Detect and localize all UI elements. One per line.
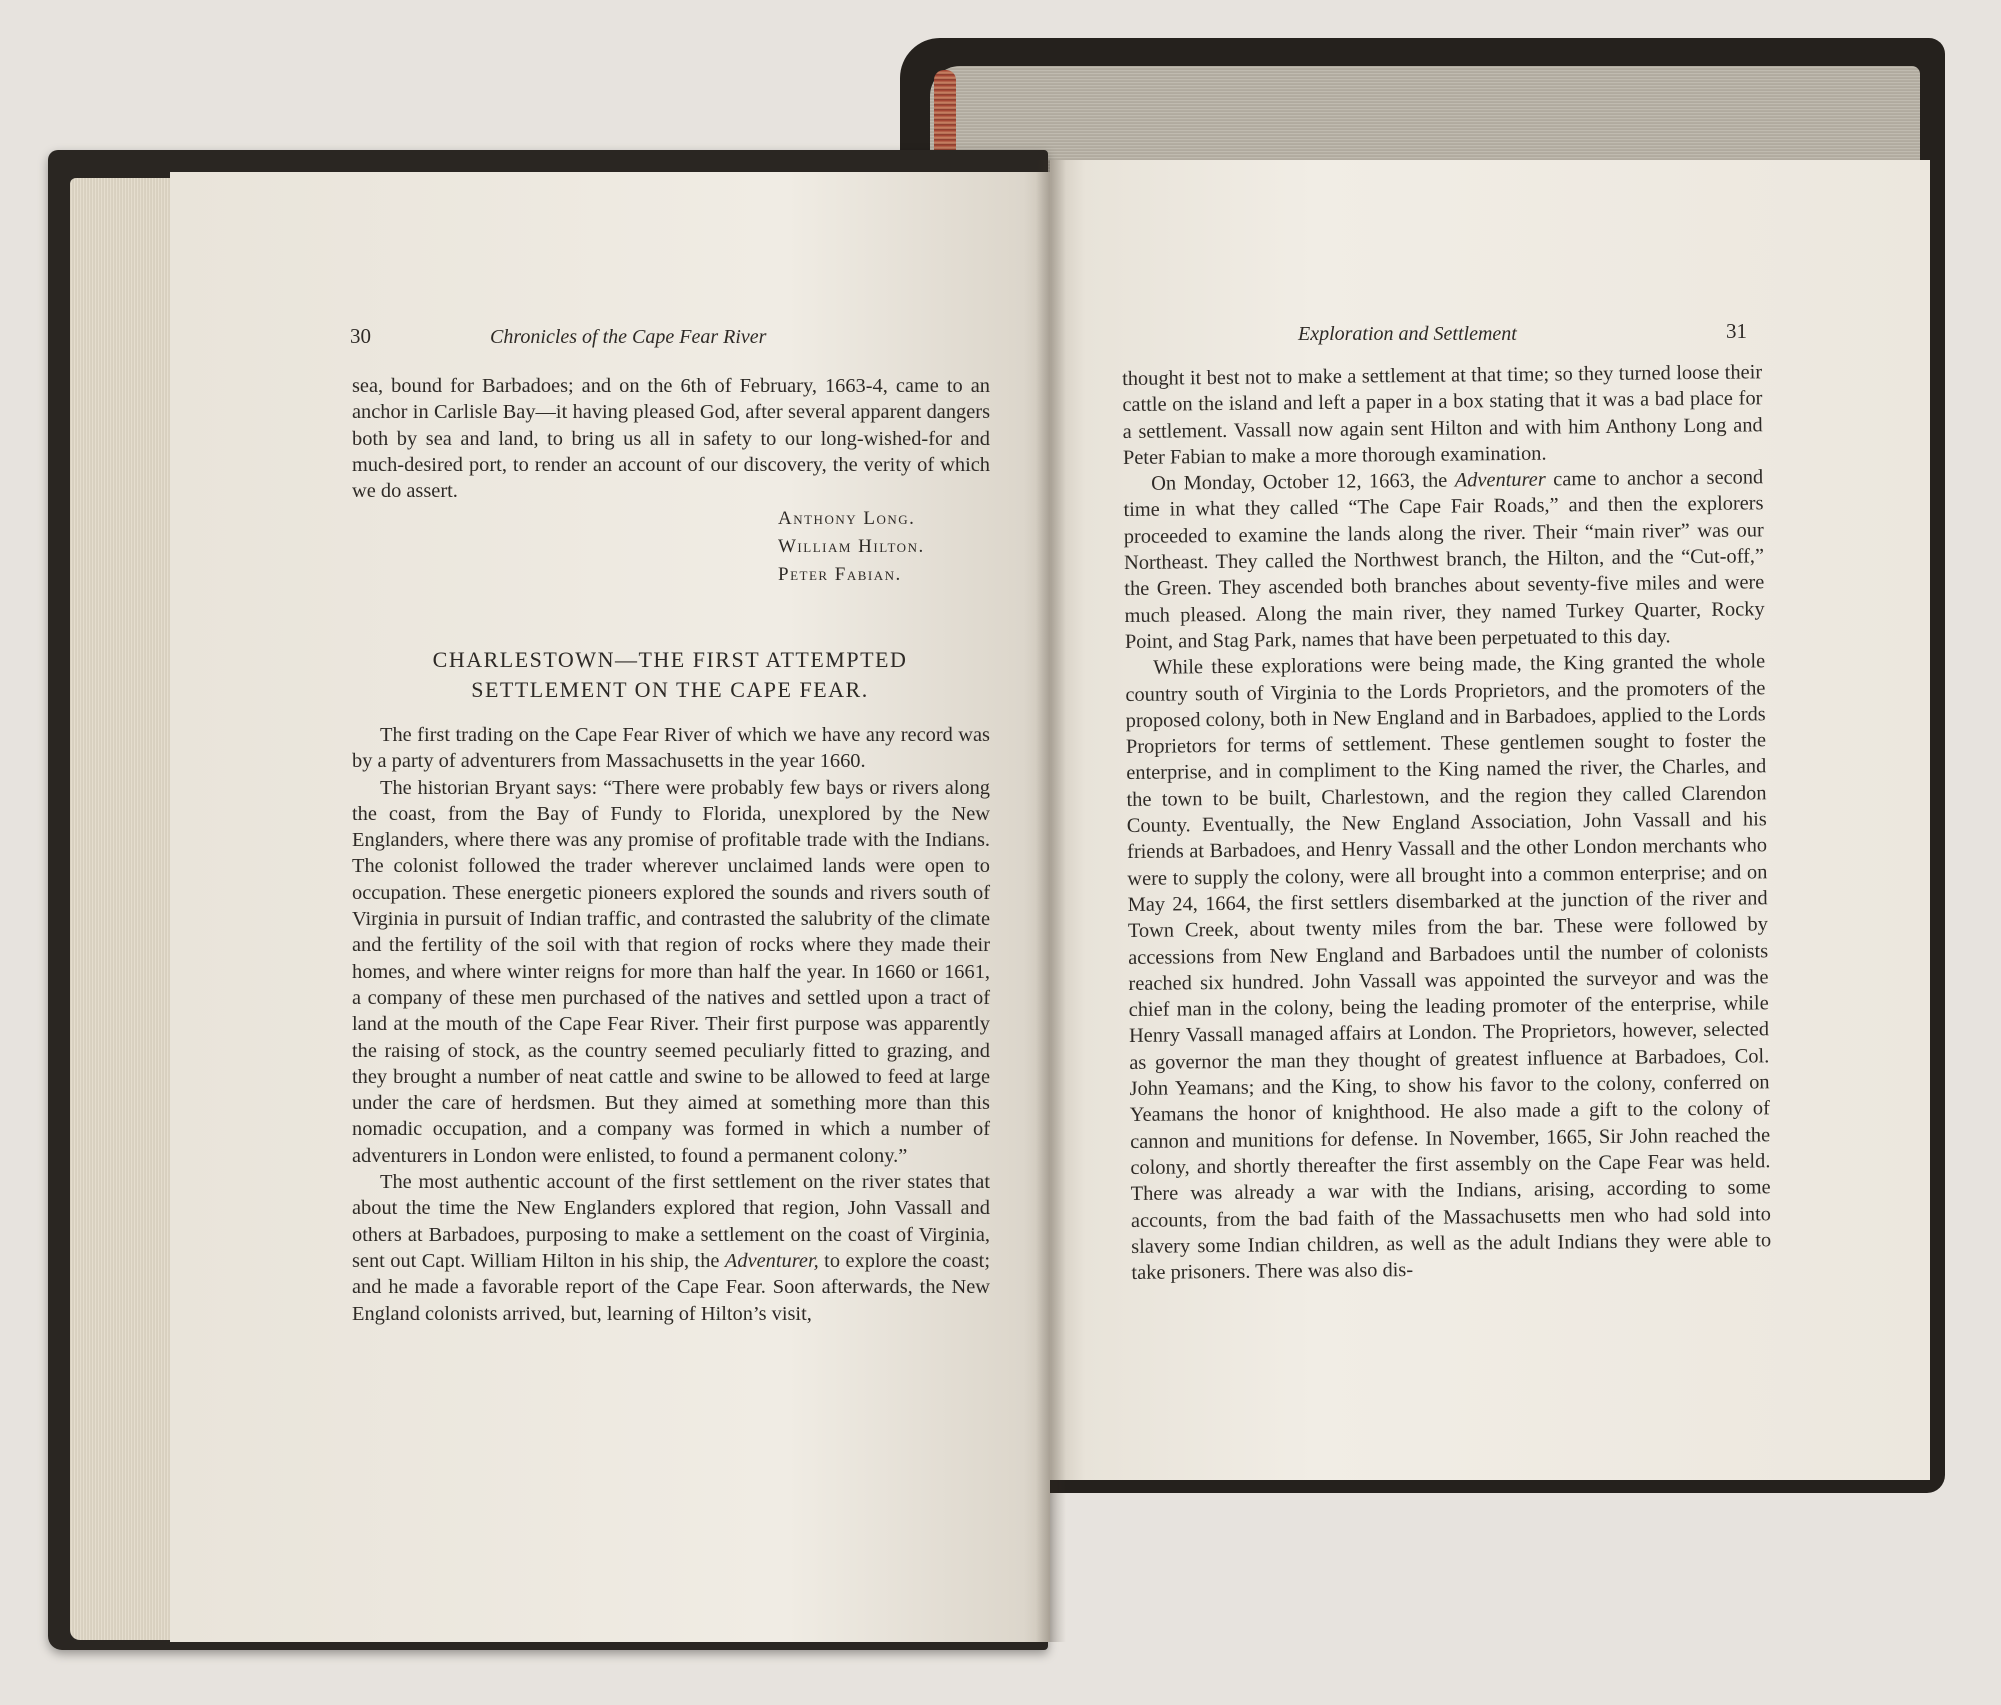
text-run: The most authentic account of the first settlement on the river states that about the time the New Englanders explored that region, John Vassall and others at Barbadoes, purposing to make a settlement on the coast of Virginia, sent out Capt. William Hilton in his ship, the [352, 1171, 990, 1272]
right-page-number: 31 [1726, 319, 1747, 343]
paragraph: While these explorations were being made, the King granted the whole country south of Virginia to the Lords Proprietors, and the promoters of the proposed colony, both in New England and in Barbadoes, applied to the Lords Proprietors for terms of settlement. These gentlemen sought to foster the enterprise, and in compliment to the King named the river, the Charles, and the town to be built, Charlestown, and the region they called Clarendon County. Eventually, the New England Association, John Vassall and his friends at Barbadoes, and Henry Vassall and the other London merchants who were to supply the colony, were all brought into a common enterprise; and on May 24, 1664, the first settlers disembarked at the junction of the river and Town Creek, about twenty miles from the bar. These were followed by accessions from New England and Barbadoes until the number of colonists reached six hundred. John Vassall was appointed the surveyor and was the chief man in the colony, being the leading promoter of the enterprise, while Henry Vassall managed affairs at London. The Proprietors, however, selected as governor the man they thought of greatest influence at Barbadoes, Col. John Yeamans; and the King, to show his favor to the colony, conferred on Yeamans the honor of knighthood. He also made a gift to the colony of cannon and munitions for defense. In November, 1665, Sir John reached the colony, and shortly thereafter the first assembly on the Cape Fear was held. There was already a war with the Indians, arising, according to some accounts, from the bad faith of the Massachusetts men who had sold into slavery some Indian children, as well as the adult Indians they were able to take prisoners. There was also dis- [1125, 650, 1772, 1285]
text-run: came to anchor a second time in what they called “The Cape Fair Roads,” and then the explorers proceeded to examine the lands along the river. Their “main river” was our Northeast. They called the Northwest branch, the Hilton, and the “Cut-off,” the Green. They ascended both branches about seventy-five miles and were much pleased. Along the main river, they named Turkey Quarter, Rocky Point, and Stag Park, names that have been perpetuated to this day. [1123, 466, 1765, 653]
left-page-number: 30 [350, 324, 371, 348]
left-opening-text [352, 373, 990, 504]
signature-william-hilton: William Hilton. [778, 536, 925, 557]
left-running-head: Chronicles of the Cape Fear River [490, 326, 767, 348]
paragraph: The historian Bryant says: “There were probably few bays or rivers along the coast, from the Bay of Fundy to Florida, unexplored by the New Englanders, where there was any promise of profitable trade with the Indians. The colonist followed the trader wherever unclaimed lands were open to occupation. These energetic pioneers explored the sounds and rivers south of Virginia in pursuit of Indian traffic, and contrasted the salubrity of the climate and the fertility of the soil with that region of rocks where they made their homes, and where winter reigns for more than half the year. In 1660 or 1661, a company of these men purchased of the natives and settled upon a tract of land at the mouth of the Cape Fear River. Their first purpose was apparently the raising of stock, as the country seemed peculiarly fitted to grazing, and they brought a number of neat cattle and swine to be allowed to feed at large under the care of herdsmen. But they aimed at something more than this nomadic occupation, and a company was formed in which a number of adventurers in London were enlisted, to found a permanent colony.” [352, 776, 990, 1167]
ship-name: Adventurer [1454, 468, 1546, 492]
right-running-head: Exploration and Settlement [1298, 323, 1517, 345]
signature-block [778, 505, 925, 589]
ship-name: Adventurer, [724, 1249, 819, 1272]
paragraph: thought it best not to make a settlement at that time; so they turned loose their cattle on the island and left a paper in a box stating that it was a bad place for a settlement. Vassall now again sent Hilton and with him Anthony Long and Peter Fabian to make a more thorough examination. [1122, 361, 1763, 469]
text-run: to explore the coast; and he made a favorable report of the Cape Fear. Soon afterwards, the New England colonists arrived, but, learning of Hilton’s visit, [352, 1249, 990, 1325]
right-body-text [1122, 359, 1772, 1286]
signature-peter-fabian: Peter Fabian. [778, 564, 902, 585]
signature-anthony-long: Anthony Long. [778, 508, 916, 529]
section-heading: CHARLESTOWN—THE FIRST ATTEMPTED SETTLEMENT ON THE CAPE FEAR. [432, 647, 908, 702]
paragraph [1123, 464, 1765, 655]
book-gutter [1036, 160, 1066, 1642]
opening-paragraph: sea, bound for Barbadoes; and on the 6th of February, 1663-4, came to an anchor in Carlisle Bay—it having pleased God, after several apparent dangers both by sea and land, to bring us all in safety to our long-wished-for and much-desired port, to render an account of our discovery, the verity of which we do assert. [352, 375, 990, 503]
paragraph [352, 1169, 990, 1327]
text-run: On Monday, October 12, 1663, the [1151, 469, 1455, 495]
left-body-text [352, 722, 990, 1327]
paragraph: The first trading on the Cape Fear River of which we have any record was by a party of adventurers from Massachusetts in the year 1660. [352, 724, 990, 773]
